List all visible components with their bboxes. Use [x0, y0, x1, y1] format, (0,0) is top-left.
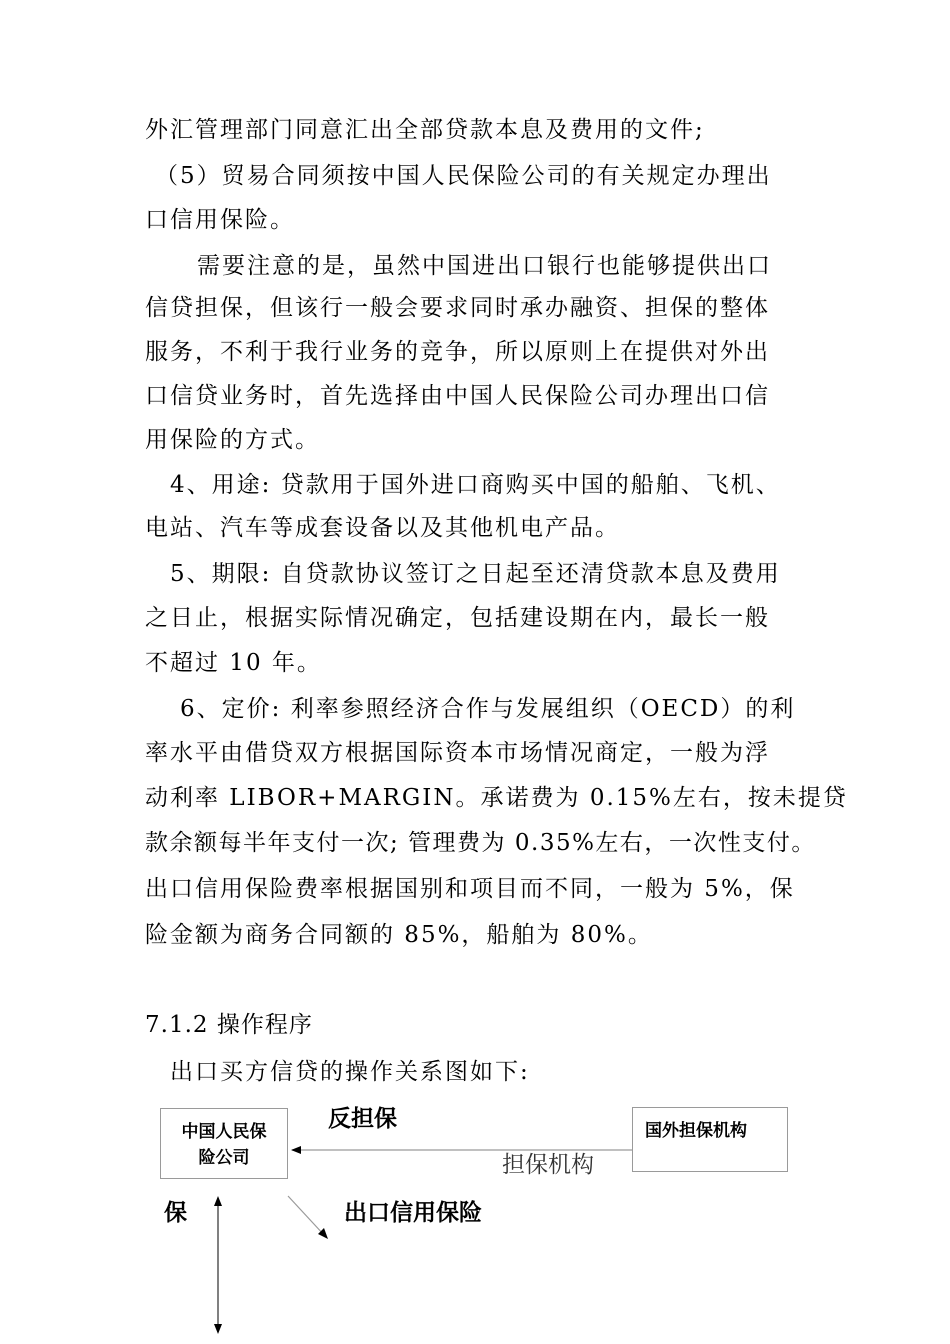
text-line: 4、用途: 贷款用于国外进口商购买中国的船舶、飞机、 — [170, 472, 781, 498]
section-heading: 7.1.2 操作程序 — [145, 1012, 313, 1038]
text-line: 用保险的方式。 — [145, 427, 320, 453]
text-line: 服务，不利于我行业务的竞争，所以原则上在提供对外出 — [145, 339, 770, 365]
box-picc-line2: 险公司 — [198, 1148, 250, 1168]
text-line: 外汇管理部门同意汇出全部贷款本息及费用的文件; — [145, 117, 705, 143]
text-line: 6、定价: 利率参照经济合作与发展组织（OECD）的利 — [180, 696, 796, 722]
text-line: 不超过 10 年。 — [145, 650, 322, 676]
text-line: 口信贷业务时，首先选择由中国人民保险公司办理出口信 — [145, 383, 770, 409]
box-picc — [160, 1108, 288, 1179]
text-line: （5）贸易合同须按中国人民保险公司的有关规定办理出 — [155, 163, 772, 189]
text-line: 电站、汽车等成套设备以及其他机电产品。 — [145, 515, 620, 541]
text-line: 5、期限: 自贷款协议签订之日起至还清贷款本息及费用 — [170, 561, 781, 587]
box-picc-line1: 中国人民保 — [181, 1122, 267, 1142]
text-line: 出口信用保险费率根据国别和项目而不同，一般为 5%，保 — [145, 876, 795, 902]
label-counter-guarantee: 反担保 — [328, 1106, 397, 1132]
arrowhead-up — [214, 1196, 222, 1206]
text-line: 之日止，根据实际情况确定，包括建设期在内，最长一般 — [145, 605, 770, 631]
text-line: 款余额每半年支付一次; 管理费为 0.35%左右，一次性支付。 — [145, 830, 816, 856]
text-line: 需要注意的是，虽然中国进出口银行也能够提供出口 — [197, 253, 772, 279]
label-bao: 保 — [164, 1200, 187, 1226]
text-line: 险金额为商务合同额的 85%，船舶为 80%。 — [145, 922, 653, 948]
label-export-credit-insurance: 出口信用保险 — [344, 1200, 482, 1226]
text-line: 率水平由借贷双方根据国际资本市场情况商定，一般为浮 — [145, 740, 770, 766]
box-foreign-guarantor: 国外担保机构 — [632, 1107, 788, 1172]
text-line: 口信用保险。 — [145, 207, 295, 233]
text-line: 动利率 LIBOR+MARGIN。承诺费为 0.15%左右，按未提贷 — [145, 785, 848, 811]
arrowhead-down — [214, 1324, 222, 1334]
text-line: 出口买方信贷的操作关系图如下: — [170, 1059, 530, 1085]
label-guarantee-agency: 担保机构 — [502, 1152, 594, 1178]
arrow-diagonal — [288, 1196, 325, 1236]
text-line: 信贷担保，但该行一般会要求同时承办融资、担保的整体 — [145, 295, 770, 321]
